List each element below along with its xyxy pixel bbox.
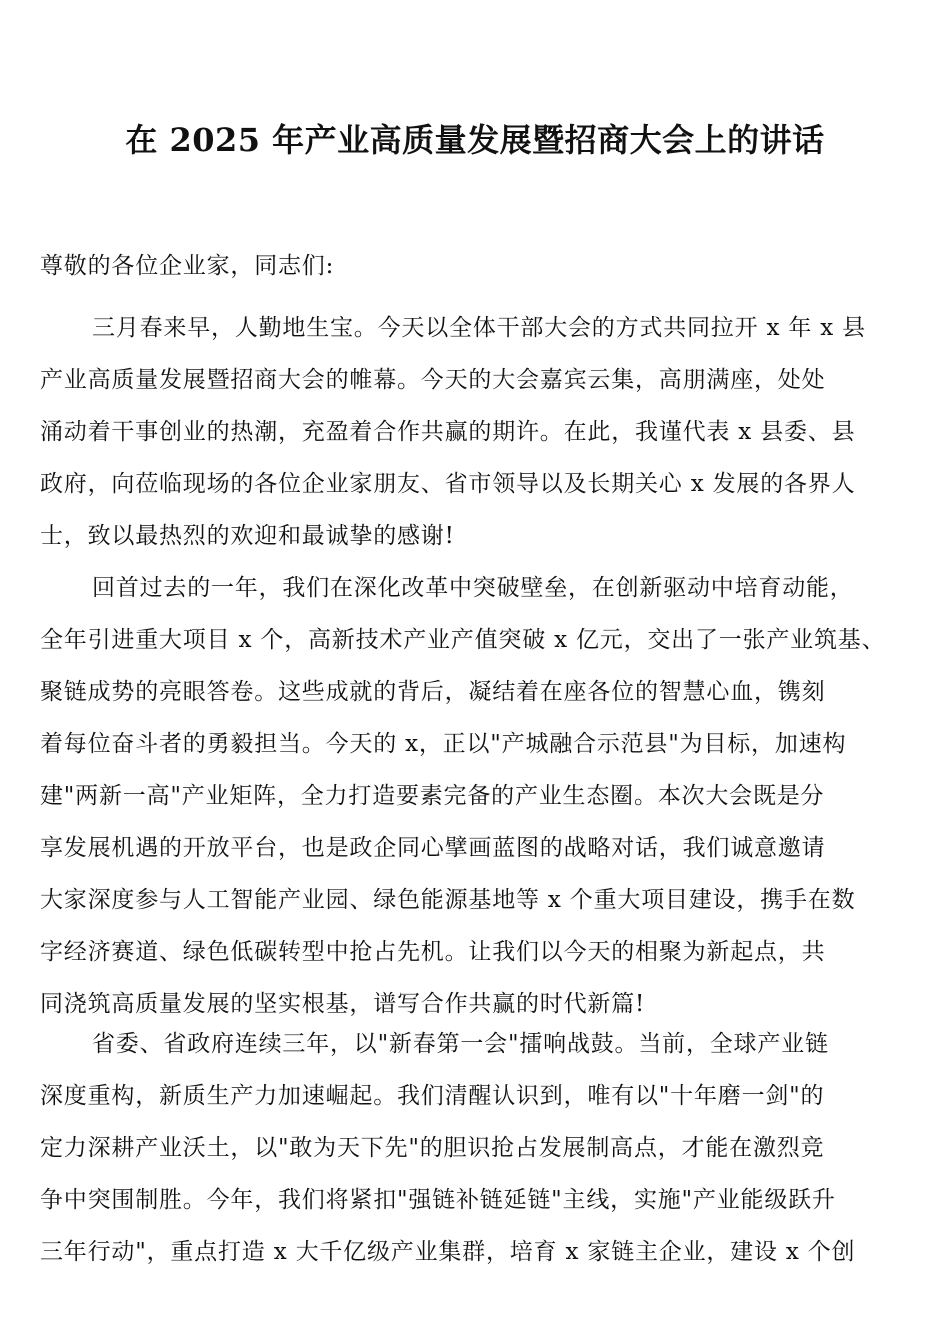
- paragraph-1: [40, 302, 912, 562]
- paragraph-line: 定力深耕产业沃土，以"敢为天下先"的胆识抢占发展制高点，才能在激烈竞: [40, 1135, 825, 1161]
- paragraph-line: 享发展机遇的开放平台，也是政企同心擘画蓝图的战略对话，我们诚意邀请: [40, 835, 826, 861]
- paragraph-line: 涌动着干事创业的热潮，充盈着合作共赢的期许。在此，我谨代表 x 县委、县: [40, 419, 856, 445]
- paragraph-line: 大家深度参与人工智能产业园、绿色能源基地等 x 个重大项目建设，携手在数: [40, 887, 856, 913]
- paragraph-line: 三年行动"，重点打造 x 大千亿级产业集群，培育 x 家链主企业，建设 x 个创: [40, 1239, 856, 1265]
- paragraph-line: 产业高质量发展暨招商大会的帷幕。今天的大会嘉宾云集，高朋满座，处处: [40, 367, 826, 393]
- paragraph-line: 字经济赛道、绿色低碳转型中抢占先机。让我们以今天的相聚为新起点，共: [40, 939, 826, 965]
- paragraph-line: 同浇筑高质量发展的坚实根基，谱写合作共赢的时代新篇!: [40, 991, 646, 1017]
- paragraph-line: 聚链成势的亮眼答卷。这些成就的背后，凝结着在座各位的智慧心血，镌刻: [40, 679, 826, 705]
- paragraph-line: 深度重构，新质生产力加速崛起。我们清醒认识到，唯有以"十年磨一剑"的: [40, 1083, 825, 1109]
- paragraph-line: 三月春来早，人勤地生宝。今天以全体干部大会的方式共同拉开 x 年 x 县: [92, 315, 866, 341]
- paragraph-3: [40, 1018, 912, 1278]
- paragraph-line: 省委、省政府连续三年，以"新春第一会"擂响战鼓。当前，全球产业链: [92, 1031, 829, 1057]
- paragraph-line: 着每位奋斗者的勇毅担当。今天的 x，正以"产城融合示范县"为目标，加速构: [40, 731, 847, 757]
- paragraph-line: 士，致以最热烈的欢迎和最诚挚的感谢!: [40, 523, 455, 549]
- document-title: 在 2025 年产业高质量发展暨招商大会上的讲话: [125, 121, 825, 159]
- salutation: 尊敬的各位企业家，同志们:: [40, 253, 335, 279]
- paragraph-2: [40, 562, 912, 1030]
- paragraph-line: 争中突围制胜。今年，我们将紧扣"强链补链延链"主线，实施"产业能级跃升: [40, 1187, 836, 1213]
- paragraph-line: 政府，向莅临现场的各位企业家朋友、省市领导以及长期关心 x 发展的各界人: [40, 471, 856, 497]
- paragraph-line: 建"两新一高"产业矩阵，全力打造要素完备的产业生态圈。本次大会既是分: [40, 783, 825, 809]
- paragraph-line: 回首过去的一年，我们在深化改革中突破壁垒，在创新驱动中培育动能，: [92, 575, 854, 601]
- paragraph-line: 全年引进重大项目 x 个，高新技术产业产值突破 x 亿元，交出了一张产业筑基、: [40, 627, 886, 653]
